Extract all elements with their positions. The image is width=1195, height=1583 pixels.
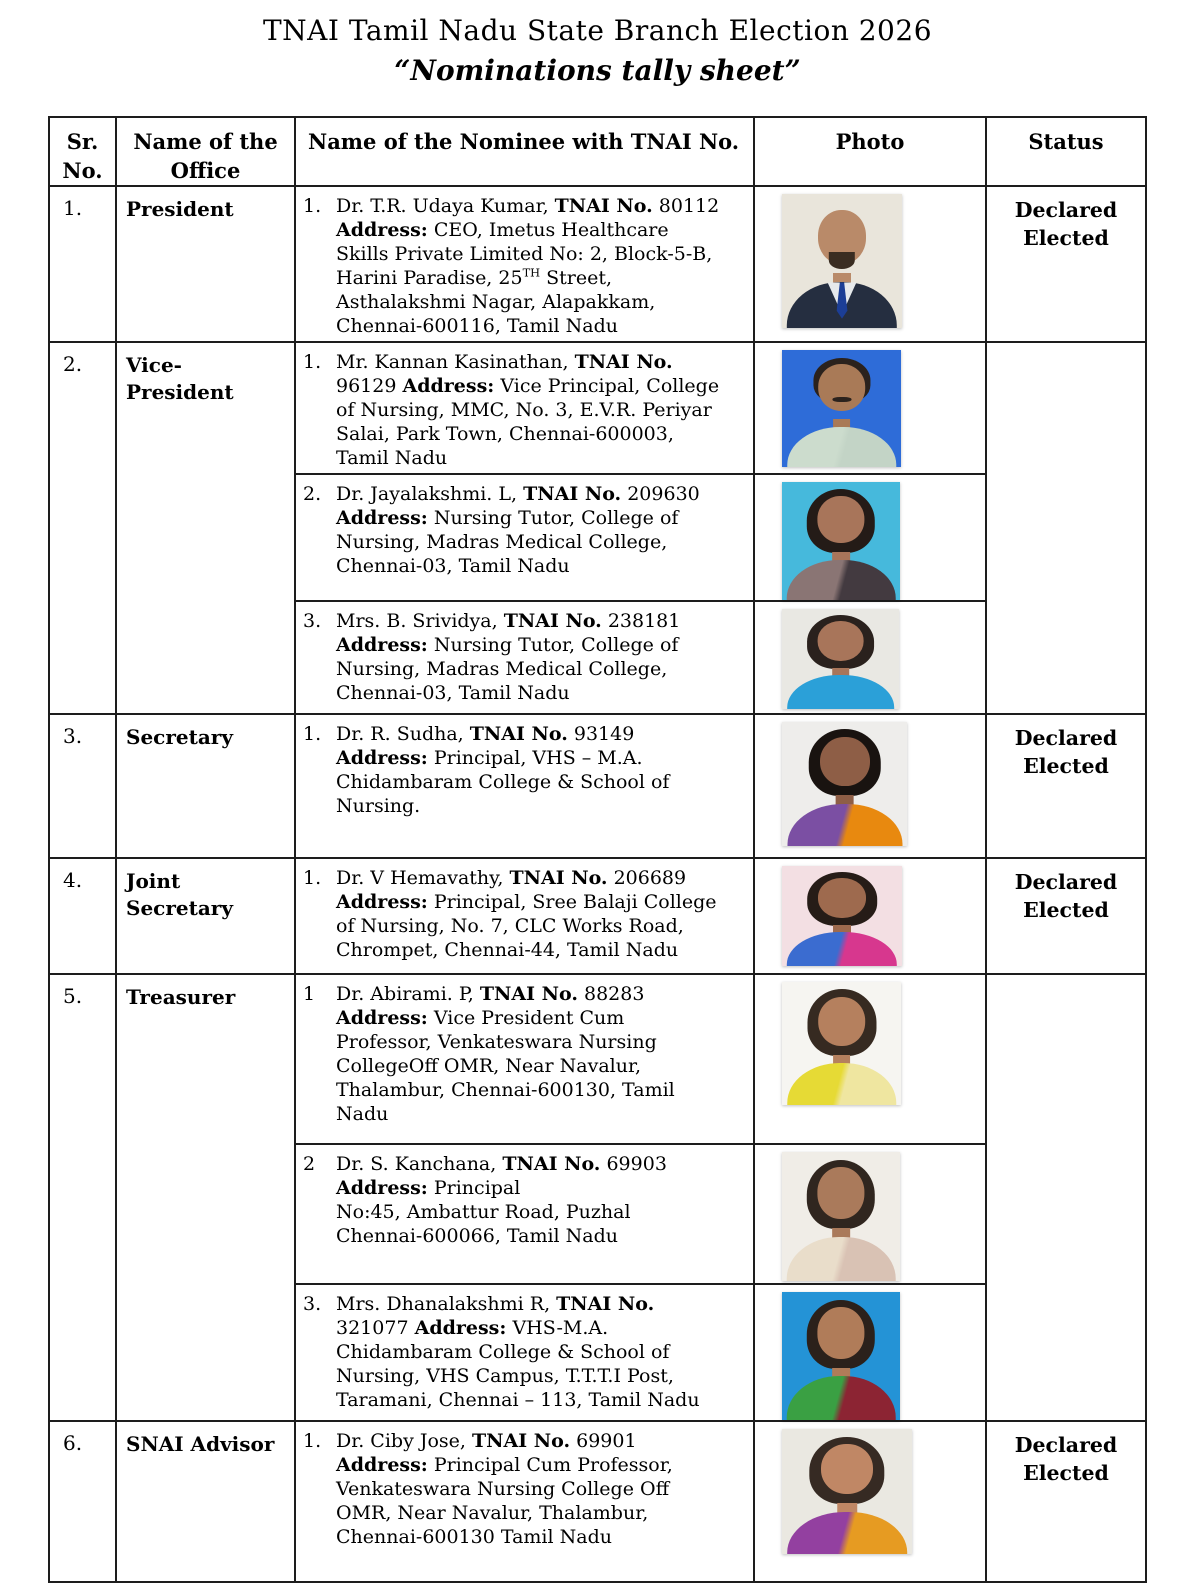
col-header-photo: Photo <box>754 117 986 186</box>
photo-cell <box>754 342 986 474</box>
nominee-cell <box>295 714 754 858</box>
nominee-text <box>336 722 669 818</box>
nominee-text-line: Nadu <box>336 1103 389 1125</box>
nominee-portrait <box>782 1429 912 1554</box>
office-cell: SNAI Advisor <box>116 1421 295 1582</box>
nominee-text-line: Dr. Ciby Jose, TNAI No. 69901 <box>336 1430 637 1452</box>
nominee-portrait <box>782 1152 900 1281</box>
nominee-text-line: Chennai-03, Tamil Nadu <box>336 555 570 577</box>
nominee-entry <box>300 866 749 962</box>
nominee-text-line: Harini Paradise, 25TH Street, <box>336 265 613 289</box>
nominee-text-line: 96129 Address: Vice Principal, College <box>336 375 720 397</box>
photo-cell <box>754 858 986 974</box>
page-title: TNAI Tamil Nadu State Branch Election 2026 <box>262 14 933 47</box>
face-shape <box>821 1444 873 1494</box>
table-row <box>49 858 1146 974</box>
nominee-text-line: Skills Private Limited No: 2, Block-5-B, <box>336 243 713 265</box>
nominee-cell <box>295 342 754 474</box>
face-shape <box>817 1167 864 1219</box>
nominee-text-line: Venkateswara Nursing College Off <box>336 1478 670 1500</box>
nominee-text <box>336 982 675 1126</box>
nominee-text-line: Address: Vice President Cum <box>336 1007 625 1029</box>
nominee-portrait <box>782 866 902 966</box>
office-cell: Vice- President <box>116 342 295 714</box>
nominee-number: 1. <box>303 1430 322 1452</box>
office-cell: Joint Secretary <box>116 858 295 974</box>
nominee-cell <box>295 974 754 1144</box>
nominee-text <box>336 866 717 962</box>
nominee-text-line: Chennai-600066, Tamil Nadu <box>336 1225 619 1247</box>
nominee-text-line: Mrs. Dhanalakshmi R, TNAI No. <box>336 1293 655 1315</box>
nominee-entry <box>300 609 749 705</box>
nominee-cell <box>295 186 754 342</box>
nominee-entry <box>300 722 749 818</box>
nominee-text <box>336 1292 700 1412</box>
nominee-text <box>336 194 719 338</box>
beard-shape <box>829 252 855 269</box>
nominee-number: 1. <box>303 351 322 373</box>
nominee-number: 2. <box>303 483 322 505</box>
face-shape <box>820 737 870 787</box>
col-header-status: Status <box>986 117 1146 186</box>
nominee-entry <box>300 1292 749 1412</box>
status-cell: Declared Elected <box>986 186 1146 342</box>
office-cell: Treasurer <box>116 974 295 1421</box>
nominee-text <box>336 1429 673 1549</box>
office-cell: Secretary <box>116 714 295 858</box>
face-shape <box>817 496 864 543</box>
nominee-text-line: Mr. Kannan Kasinathan, TNAI No. <box>336 351 673 373</box>
nominee-text-line: Taramani, Chennai – 113, Tamil Nadu <box>336 1389 700 1411</box>
status-cell: Declared Elected <box>986 858 1146 974</box>
photo-cell <box>754 1421 986 1582</box>
torso-shape <box>787 1376 896 1420</box>
sr-cell: 2. <box>49 342 116 714</box>
photo-cell <box>754 474 986 601</box>
nominee-text-line: of Nursing, No. 7, CLC Works Road, <box>336 915 684 937</box>
nominee-number: 1. <box>303 867 322 889</box>
nominee-text <box>336 350 719 470</box>
torso-shape <box>787 932 897 966</box>
office-cell: President <box>116 186 295 342</box>
nominee-portrait <box>782 982 901 1105</box>
col-header-nominee: Name of the Nominee with TNAI No. <box>295 117 754 186</box>
nominee-text-line: Address: Principal <box>336 1177 521 1199</box>
nominee-text-line: Address: Principal, VHS – M.A. <box>336 747 643 769</box>
nominee-text <box>336 1152 667 1248</box>
nominee-text <box>336 609 680 705</box>
nominee-entry <box>300 1429 749 1549</box>
nominee-text-line: Nursing, Madras Medical College, <box>336 531 668 553</box>
nominee-text-line: Professor, Venkateswara Nursing <box>336 1031 657 1053</box>
col-header-office: Name of the Office <box>116 117 295 186</box>
sr-cell: 1. <box>49 186 116 342</box>
nominee-cell <box>295 1421 754 1582</box>
nominee-text-line: 321077 Address: VHS-M.A. <box>336 1317 609 1339</box>
nominee-number: 2 <box>303 1153 316 1175</box>
nominee-text-line: Address: Principal, Sree Balaji College <box>336 891 717 913</box>
photo-cell <box>754 1144 986 1284</box>
nominee-entry <box>300 482 749 578</box>
nominee-text-line: Dr. T.R. Udaya Kumar, TNAI No. 80112 <box>336 195 720 217</box>
photo-cell <box>754 601 986 714</box>
face-shape <box>818 878 866 918</box>
page-subtitle: “Nominations tally sheet” <box>394 54 801 87</box>
nominee-entry <box>300 982 749 1126</box>
nominee-text-line: Dr. S. Kanchana, TNAI No. 69903 <box>336 1153 667 1175</box>
nominee-cell <box>295 601 754 714</box>
nominee-entry <box>300 1152 749 1248</box>
photo-cell <box>754 186 986 342</box>
torso-shape <box>787 675 895 709</box>
nominee-cell <box>295 1284 754 1421</box>
photo-cell <box>754 974 986 1144</box>
nominee-text-line: Dr. R. Sudha, TNAI No. 93149 <box>336 723 635 745</box>
table-header-row <box>49 117 1146 186</box>
nominations-table-body <box>49 186 1146 1582</box>
nominee-portrait <box>782 350 901 467</box>
nominee-portrait <box>782 1292 900 1420</box>
nominee-cell <box>295 1144 754 1284</box>
torso-shape <box>787 427 896 467</box>
nominee-entry <box>300 194 749 338</box>
face-shape <box>817 1307 864 1358</box>
torso-shape <box>787 1063 896 1105</box>
nominee-text-line: Thalambur, Chennai-600130, Tamil <box>336 1079 675 1101</box>
nominee-text-line: Dr. Abirami. P, TNAI No. 88283 <box>336 983 645 1005</box>
nominee-text-line: Chidambaram College & School of <box>336 1341 670 1363</box>
nominee-number: 1 <box>303 983 316 1005</box>
nominee-text-line: Chennai-600116, Tamil Nadu <box>336 315 619 337</box>
status-cell: Declared Elected <box>986 1421 1146 1582</box>
nominations-table <box>48 116 1147 1583</box>
nominee-number: 1. <box>303 723 322 745</box>
nominee-cell <box>295 858 754 974</box>
nominee-text-line: OMR, Near Navalur, Thalambur, <box>336 1502 649 1524</box>
nominee-text-line: Chennai-600130 Tamil Nadu <box>336 1526 612 1548</box>
nominee-text-line: Nursing, VHS Campus, T.T.T.I Post, <box>336 1365 674 1387</box>
nominee-portrait <box>782 194 902 328</box>
face-shape <box>817 621 864 661</box>
torso-shape <box>787 560 896 600</box>
nominee-entry <box>300 350 749 470</box>
nominee-text-line: Address: Nursing Tutor, College of <box>336 507 679 529</box>
nominee-text-line: CollegeOff OMR, Near Navalur, <box>336 1055 641 1077</box>
status-cell: Declared Elected <box>986 714 1146 858</box>
table-row <box>49 714 1146 858</box>
table-row <box>49 1421 1146 1582</box>
nominee-text-line: Chrompet, Chennai-44, Tamil Nadu <box>336 939 679 961</box>
nominee-number: 1. <box>303 195 322 217</box>
torso-shape <box>787 1237 896 1281</box>
nominee-text <box>336 482 700 578</box>
nominee-text-line: Chidambaram College & School of <box>336 771 670 793</box>
nominee-text-line: Dr. Jayalakshmi. L, TNAI No. 209630 <box>336 483 700 505</box>
col-header-sr: Sr. No. <box>49 117 116 186</box>
sr-cell: 4. <box>49 858 116 974</box>
nominee-text-line: Address: Nursing Tutor, College of <box>336 634 679 656</box>
nominee-portrait <box>782 482 900 600</box>
nominee-text-line: Nursing, Madras Medical College, <box>336 658 668 680</box>
face-shape <box>818 364 866 411</box>
nominee-text-line: Dr. V Hemavathy, TNAI No. 206689 <box>336 867 687 889</box>
nominee-cell <box>295 474 754 601</box>
nominee-text-line: Mrs. B. Srividya, TNAI No. 238181 <box>336 610 681 632</box>
nominee-text-line: of Nursing, MMC, No. 3, E.V.R. Periyar <box>336 399 712 421</box>
torso-shape <box>787 804 902 846</box>
sr-cell: 5. <box>49 974 116 1421</box>
nominee-text-line: Asthalakshmi Nagar, Alapakkam, <box>336 291 656 313</box>
torso-shape <box>787 1512 907 1555</box>
table-row <box>49 342 1146 474</box>
nominee-text-line: No:45, Ambattur Road, Puzhal <box>336 1201 631 1223</box>
sr-cell: 6. <box>49 1421 116 1582</box>
status-cell <box>986 974 1146 1421</box>
nominee-number: 3. <box>303 610 322 632</box>
status-cell <box>986 342 1146 714</box>
photo-cell <box>754 714 986 858</box>
photo-cell <box>754 1284 986 1421</box>
nominee-text-line: Nursing. <box>336 795 421 817</box>
table-row <box>49 186 1146 342</box>
nominee-text-line: Chennai-03, Tamil Nadu <box>336 682 570 704</box>
nominee-text-line: Address: Principal Cum Professor, <box>336 1454 673 1476</box>
nominee-number: 3. <box>303 1293 322 1315</box>
nominee-portrait <box>782 722 907 846</box>
nominee-text-line: Tamil Nadu <box>336 447 448 469</box>
nominee-text-line: Salai, Park Town, Chennai-600003, <box>336 423 674 445</box>
face-shape <box>818 997 866 1046</box>
nominee-text-line: Address: CEO, Imetus Healthcare <box>336 219 669 241</box>
mustache-shape <box>832 397 851 402</box>
nominee-portrait <box>782 609 899 709</box>
table-row <box>49 974 1146 1144</box>
sr-cell: 3. <box>49 714 116 858</box>
